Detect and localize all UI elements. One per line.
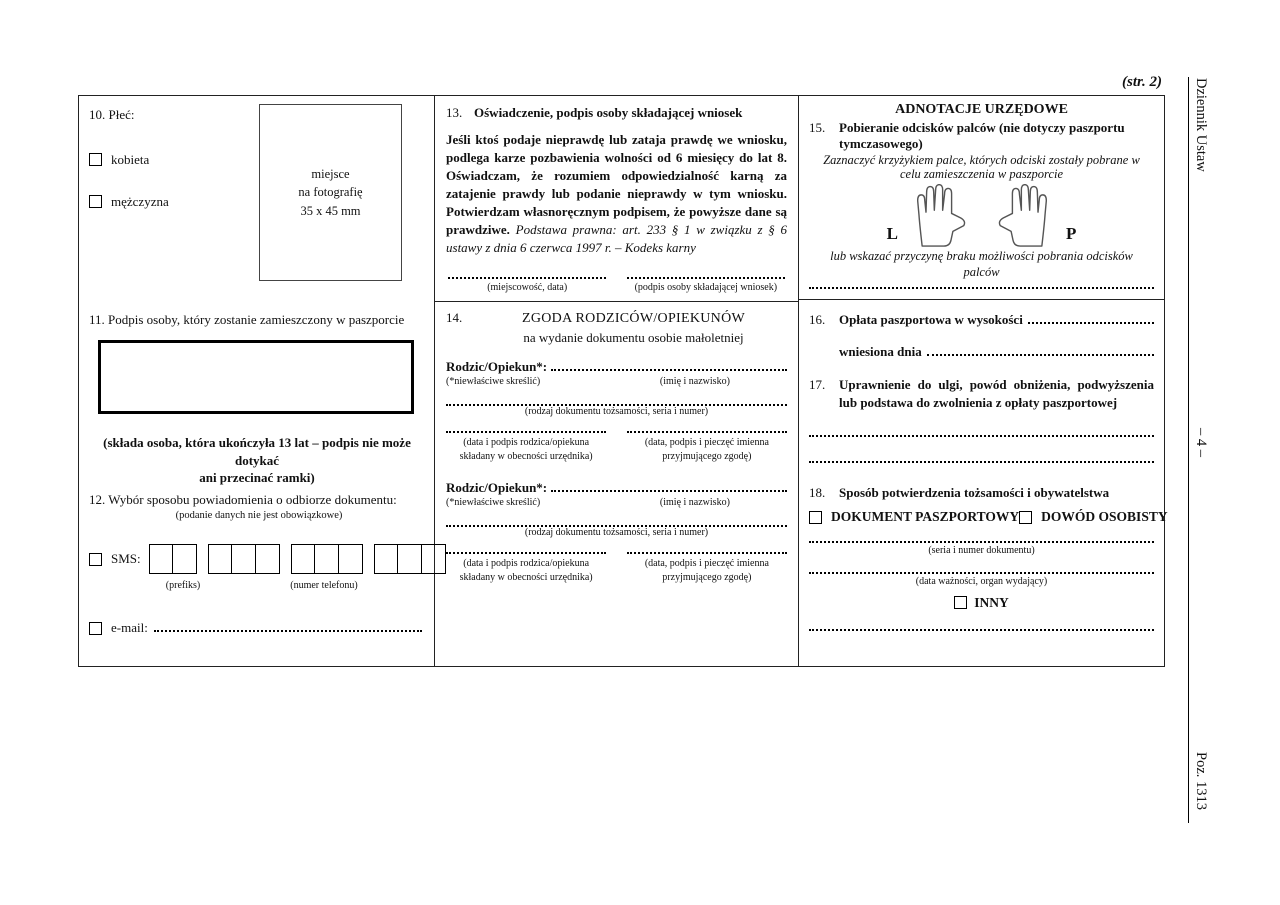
guardian-name-captions: [446, 376, 787, 387]
fee-date-label: wniesiona dnia: [839, 344, 922, 359]
female-label: kobieta: [111, 152, 150, 167]
phone-cells-1[interactable]: [208, 544, 280, 574]
section11-title: 11. Podpis osoby, który zostanie zamieszczony w paszporcie: [89, 312, 405, 327]
section14-number: 14.: [446, 310, 463, 325]
guardian-name-captions: [446, 497, 787, 508]
section17-title: Uprawnienie do ulgi, powód obniżenia, podwyższenia lub podstawa do zwolnienia z opłaty paszportowej: [839, 377, 1154, 410]
section13: [435, 96, 798, 301]
column-middle: [435, 96, 799, 666]
checkbox-male[interactable]: [89, 195, 102, 208]
signature-box[interactable]: [98, 340, 414, 414]
fingerprint-instruction-line2: celu zamieszczenia w paszporcie: [899, 166, 1064, 181]
declaration-paragraph: [446, 131, 787, 257]
checkbox-passport-document[interactable]: [809, 511, 822, 524]
page-number: – 4 –: [1193, 428, 1209, 457]
official-stamp-slot: [627, 431, 787, 464]
no-fingerprint-reason: [809, 248, 1154, 281]
name-caption: (imię i nazwisko): [659, 376, 730, 388]
fee-line: [809, 312, 1154, 328]
section13-title: Oświadczenie, podpis osoby składającej wniosek: [474, 105, 743, 120]
declaration-warning: Jeśli ktoś podaje nieprawdę lub zataja prawdę we wniosku, podlega karze pozbawienia wolności od 6 miesięcy do lat 8. Oświadczam, że rozumiem odpowiedzialność karną za zatajenie prawdy lub podanie nieprawdy w tym wniosku. Potwierdzam własnoręcznym podpisem, że powyższe dane są prawdziwe.: [446, 132, 787, 237]
fee-label: Opłata paszportowa w wysokości: [839, 312, 1023, 327]
checkbox-other[interactable]: [954, 596, 967, 609]
guardian-block-2: [446, 480, 787, 585]
no-fingerprint-reason-line2: palców: [963, 264, 1000, 279]
guardian-name-line: [446, 480, 787, 496]
section13-sign-lines: [448, 277, 785, 301]
section18-title-row: [809, 485, 1154, 501]
checkbox-email[interactable]: [89, 622, 102, 635]
digit-cell[interactable]: [173, 544, 197, 574]
fingerprint-reason-fill-line[interactable]: [809, 287, 1154, 289]
section18-title: Sposób potwierdzenia tożsamości i obywatelstwa: [839, 485, 1110, 501]
guardian-name-fill-line[interactable]: [551, 490, 787, 492]
applicant-signature-caption: (podpis osoby składającej wniosek): [634, 282, 778, 293]
discount-fill-line-1[interactable]: [809, 435, 1154, 437]
validity-caption: (data ważności, organ wydający): [915, 576, 1048, 588]
section13-number: 13.: [446, 105, 463, 120]
place-date-fill-line[interactable]: [448, 277, 606, 279]
guardian-date-fill-line[interactable]: [446, 552, 606, 554]
discount-fill-line-2[interactable]: [809, 461, 1154, 463]
section15-title: Pobieranie odcisków palców (nie dotyczy paszportu tymczasowego): [839, 120, 1125, 151]
signature-note-line1: (składa osoba, która ukończyła 13 lat – podpis nie może dotykać: [103, 435, 411, 468]
left-hand-icon[interactable]: [904, 184, 980, 248]
fingerprint-instruction-line1: Zaznaczyć krzyżykiem palce, których odciski zostały pobrane w: [823, 153, 1140, 168]
official-stamp-fill-line[interactable]: [627, 552, 787, 554]
official-stamp-caption-line2: przyjmującego zgodę): [662, 572, 752, 584]
digit-cell[interactable]: [208, 544, 232, 574]
guardian-date-caption-line2: składany w obecności urzędnika): [459, 451, 593, 463]
validity-fill-line[interactable]: [809, 572, 1154, 574]
guardian-date-caption-line1: (data i podpis rodzica/opiekuna: [463, 437, 590, 449]
section17-title-row: [809, 376, 1154, 411]
doc-caption: (rodzaj dokumentu tożsamości, seria i numer): [524, 527, 709, 539]
guardian-label: Rodzic/Opiekun*:: [446, 359, 548, 375]
guardian-sign-lines: [446, 431, 787, 464]
photo-placeholder-line: miejsce: [311, 167, 350, 182]
section15-title-row: [809, 120, 1154, 151]
digit-cell[interactable]: [149, 544, 173, 574]
name-caption: (imię i nazwisko): [659, 497, 730, 509]
serial-caption: (seria i numer dokumentu): [928, 545, 1035, 557]
section12-subtitle: (podanie danych nie jest obowiązkowe): [175, 510, 343, 521]
guardian-date-caption-line1: (data i podpis rodzica/opiekuna: [463, 558, 590, 570]
other-label: INNY: [974, 595, 1009, 611]
digit-cell[interactable]: [339, 544, 363, 574]
official-stamp-caption-line2: przyjmującego zgodę): [662, 451, 752, 463]
section14-title-line2: na wydanie dokumentu osobie małoletniej: [523, 329, 744, 345]
email-row: [89, 620, 422, 636]
photo-placeholder-line: 35 x 45 mm: [300, 203, 361, 218]
email-label: e-mail:: [111, 620, 148, 635]
section15: [799, 96, 1164, 299]
left-hand-label: L: [886, 223, 898, 243]
email-fill-line[interactable]: [154, 630, 422, 632]
phone-caption: (numer telefonu): [290, 580, 358, 591]
section17-number: 17.: [809, 377, 826, 392]
fingerprint-instruction: [809, 154, 1154, 182]
right-hand-label: P: [1065, 223, 1077, 243]
guardian-label: Rodzic/Opiekun*:: [446, 480, 548, 496]
official-stamp-fill-line[interactable]: [627, 431, 787, 433]
section10-title: 10. Płeć:: [89, 107, 135, 122]
other-option[interactable]: [809, 595, 1154, 611]
checkbox-id-card[interactable]: [1019, 511, 1032, 524]
no-fingerprint-reason-line1: lub wskazać przyczynę braku możliwości pobrania odcisków: [830, 248, 1133, 263]
photo-placeholder-line: na fotografię: [298, 185, 363, 200]
guardian-block-1: [446, 359, 787, 464]
place-date-caption: (miejscowość, data): [487, 282, 568, 293]
section12-title: 12. Wybór sposobu powiadomienia o odbiorze dokumentu:: [89, 492, 397, 507]
official-stamp-caption-line1: (data, podpis i pieczęć imienna: [644, 558, 769, 570]
margin-rule: [1188, 77, 1189, 823]
position-number: Poz. 1313: [1193, 752, 1209, 810]
section14: [435, 301, 798, 666]
prefix-caption: (prefiks): [165, 580, 201, 591]
guardian-date-slot: [446, 552, 606, 585]
fee-fill-line[interactable]: [1028, 322, 1154, 324]
checkbox-female[interactable]: [89, 153, 102, 166]
digit-cell[interactable]: [232, 544, 256, 574]
strike-note: (*niewłaściwe skreślić): [446, 497, 541, 509]
section18-number: 18.: [809, 485, 826, 501]
male-label: mężczyzna: [111, 194, 169, 209]
fee-date-line: [809, 344, 1154, 360]
journal-title: Dziennik Ustaw: [1193, 78, 1209, 172]
doc-caption: (rodzaj dokumentu tożsamości, seria i numer): [524, 406, 709, 418]
sms-row: [89, 544, 446, 574]
digit-cell[interactable]: [315, 544, 339, 574]
section14-title: [480, 310, 787, 346]
digit-cell[interactable]: [398, 544, 422, 574]
sms-label: SMS:: [111, 551, 141, 566]
strike-note: (*niewłaściwe skreślić): [446, 376, 541, 388]
guardian-date-caption-line2: składany w obecności urzędnika): [459, 572, 593, 584]
section13-title-row: [446, 105, 787, 121]
serial-fill-line[interactable]: [809, 541, 1154, 543]
signature-note: [83, 434, 431, 487]
section16-number: 16.: [809, 312, 826, 327]
section15-number: 15.: [809, 120, 826, 135]
sex-option-female[interactable]: [89, 152, 149, 168]
passport-document-label: DOKUMENT PASZPORTOWY: [831, 509, 1020, 525]
sections-16-18: [799, 299, 1168, 666]
fee-date-fill-line[interactable]: [927, 354, 1154, 356]
guardian-date-slot: [446, 431, 606, 464]
right-hand-icon[interactable]: [984, 184, 1060, 248]
form-frame: [78, 95, 1168, 667]
prefix-cells[interactable]: [149, 544, 197, 574]
column-right: [799, 96, 1168, 666]
phone-cells-2[interactable]: [291, 544, 363, 574]
other-fill-line[interactable]: [809, 629, 1154, 631]
column-left: [79, 96, 435, 666]
applicant-signature-fill-line[interactable]: [627, 277, 785, 279]
digit-cell[interactable]: [374, 544, 398, 574]
sex-option-male[interactable]: [89, 194, 169, 210]
official-stamp-slot: [627, 552, 787, 585]
guardian-sign-lines: [446, 552, 787, 585]
guardian-name-fill-line[interactable]: [551, 369, 787, 371]
id-card-label: DOWÓD OSOBISTY: [1041, 509, 1168, 525]
serial-line: [809, 541, 1154, 556]
identity-options: [809, 509, 1168, 525]
hands-diagram[interactable]: [809, 184, 1154, 248]
official-annotations-header: ADNOTACJE URZĘDOWE: [895, 102, 1068, 117]
page-marker: (str. 2): [1121, 74, 1162, 90]
validity-line: [809, 572, 1154, 587]
photo-placeholder[interactable]: [259, 104, 402, 281]
applicant-signature-slot: [627, 277, 785, 293]
digit-cell[interactable]: [291, 544, 315, 574]
section14-title-line1: ZGODA RODZICÓW/OPIEKUNÓW: [522, 311, 746, 326]
guardian-name-line: [446, 359, 787, 375]
digit-cell[interactable]: [256, 544, 280, 574]
checkbox-sms[interactable]: [89, 553, 102, 566]
legal-basis: Podstawa prawna: art. 233 § 1 w związku z § 6 ustawy z dnia 6 czerwca 1997 r. – Kodeks karny: [446, 221, 787, 255]
guardian-date-fill-line[interactable]: [446, 431, 606, 433]
section14-title-row: [446, 310, 787, 346]
official-stamp-caption-line1: (data, podpis i pieczęć imienna: [644, 437, 769, 449]
place-date-slot: [448, 277, 606, 293]
signature-note-line2: ani przecinać ramki): [199, 470, 315, 486]
